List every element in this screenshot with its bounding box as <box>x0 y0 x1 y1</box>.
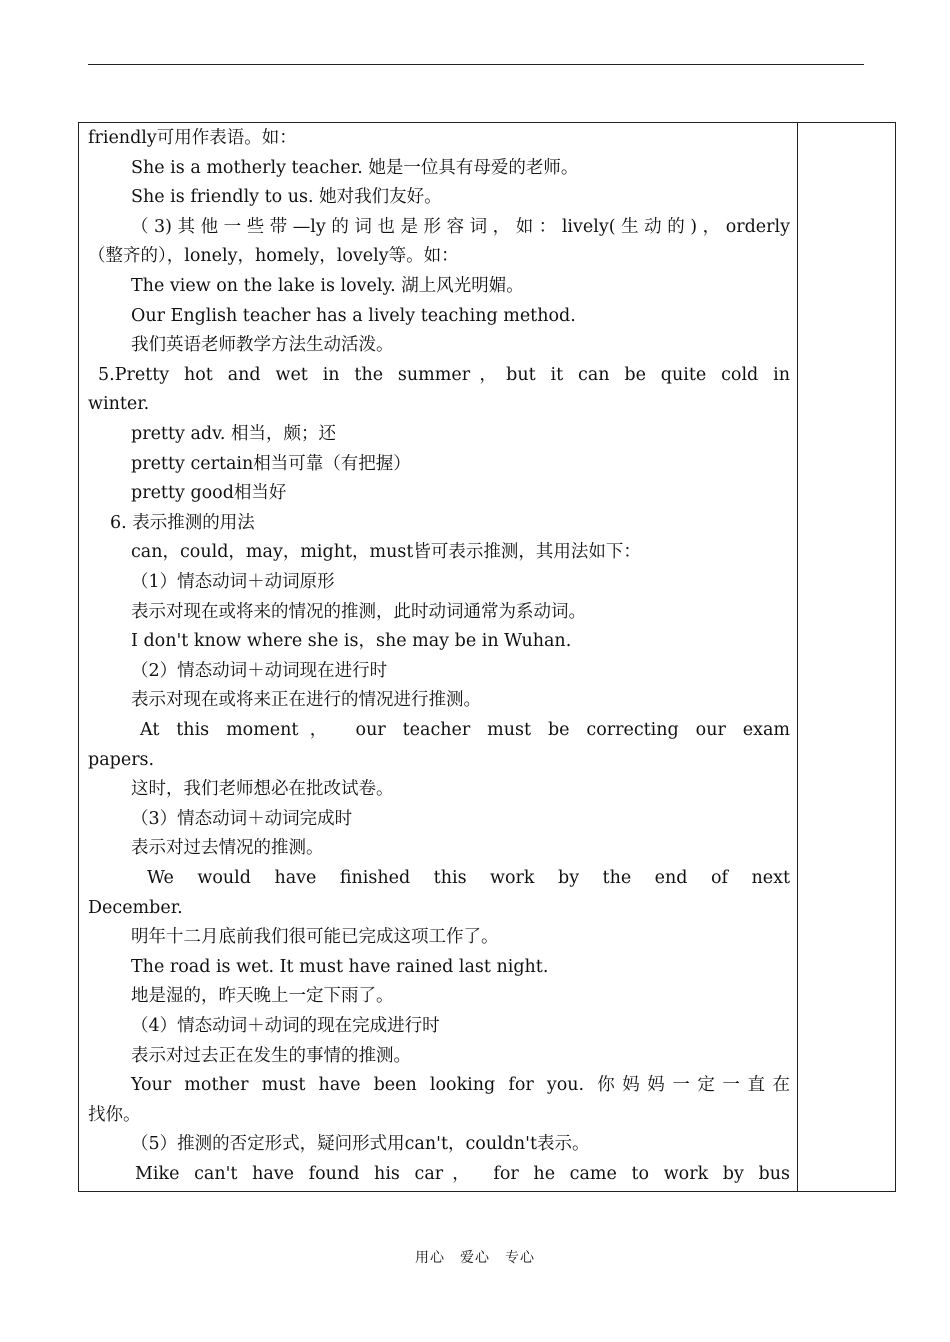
text-line: 我们英语老师教学方法生动活泼。 <box>131 335 394 356</box>
text-line: At this moment， our teacher must be correcting our exam <box>140 720 790 740</box>
text-line: Your mother must have been looking for you. 你妈妈一定一直在 <box>131 1075 790 1096</box>
text-line: 表示对过去情况的推测。 <box>131 838 324 859</box>
text-line: 表示对现在或将来的情况的推测，此时动词通常为系动词。 <box>131 601 586 622</box>
text-line: pretty good相当好 <box>131 483 287 504</box>
text-line: pretty adv. 相当，颇；还 <box>131 424 337 444</box>
text-line: She is friendly to us. 她对我们友好。 <box>131 187 442 208</box>
text-line: 明年十二月底前我们很可能已完成这项工作了。 <box>131 927 499 948</box>
text-line: （3)其他一些带—ly的词也是形容词，如：lively(生动的)，orderly <box>131 216 790 237</box>
text-line: friendly可用作表语。如： <box>88 128 297 148</box>
text-line: Mike can't have found his car， for he came to work by bus <box>135 1164 790 1184</box>
text-line: I don't know where she is，she may be in Wuhan. <box>131 631 572 652</box>
text-line: （5）推测的否定形式，疑问形式用can't，couldn't表示。 <box>131 1134 590 1155</box>
text-line: pretty certain相当可靠（有把握） <box>131 453 411 474</box>
page-footer: 用心 爱心 专心 <box>415 1250 535 1266</box>
text-line: Our English teacher has a lively teaching method. <box>131 305 576 326</box>
text-line: （1）情态动词＋动词原形 <box>131 572 335 592</box>
text-line: She is a motherly teacher. 她是一位具有母爱的老师。 <box>131 157 579 178</box>
text-line: 5.Pretty hot and wet in the summer，but it can be quite cold in <box>98 364 790 385</box>
text-line: The road is wet. It must have rained last night. <box>131 956 549 977</box>
text-line: （4）情态动词＋动词的现在完成进行时 <box>131 1016 440 1036</box>
text-line: We would have finished this work by the end of next <box>147 868 790 888</box>
content-table <box>78 122 896 1192</box>
text-line: 表示对现在或将来正在进行的情况进行推测。 <box>131 690 481 711</box>
text-line: 地是湿的，昨天晚上一定下雨了。 <box>131 986 394 1007</box>
text-line: winter. <box>88 394 150 415</box>
text-line: can，could，may，might，must皆可表示推测，其用法如下： <box>131 542 641 563</box>
text-line: （整齐的），lonely，homely，lovely等。如： <box>88 246 459 267</box>
header-rule <box>88 64 864 65</box>
text-line: 6. 表示推测的用法 <box>110 512 255 533</box>
text-line: The view on the lake is lovely. 湖上风光明媚。 <box>131 276 524 296</box>
text-line: 表示对过去正在发生的事情的推测。 <box>131 1045 411 1066</box>
text-line: December. <box>88 897 183 918</box>
text-line: （2）情态动词＋动词现在进行时 <box>131 660 388 681</box>
text-line: 这时，我们老师想必在批改试卷。 <box>131 779 394 800</box>
text-line: papers. <box>88 749 155 770</box>
text-line: 找你。 <box>88 1104 141 1125</box>
text-line: （3）情态动词＋动词完成时 <box>131 808 353 829</box>
column-divider <box>797 123 798 1191</box>
